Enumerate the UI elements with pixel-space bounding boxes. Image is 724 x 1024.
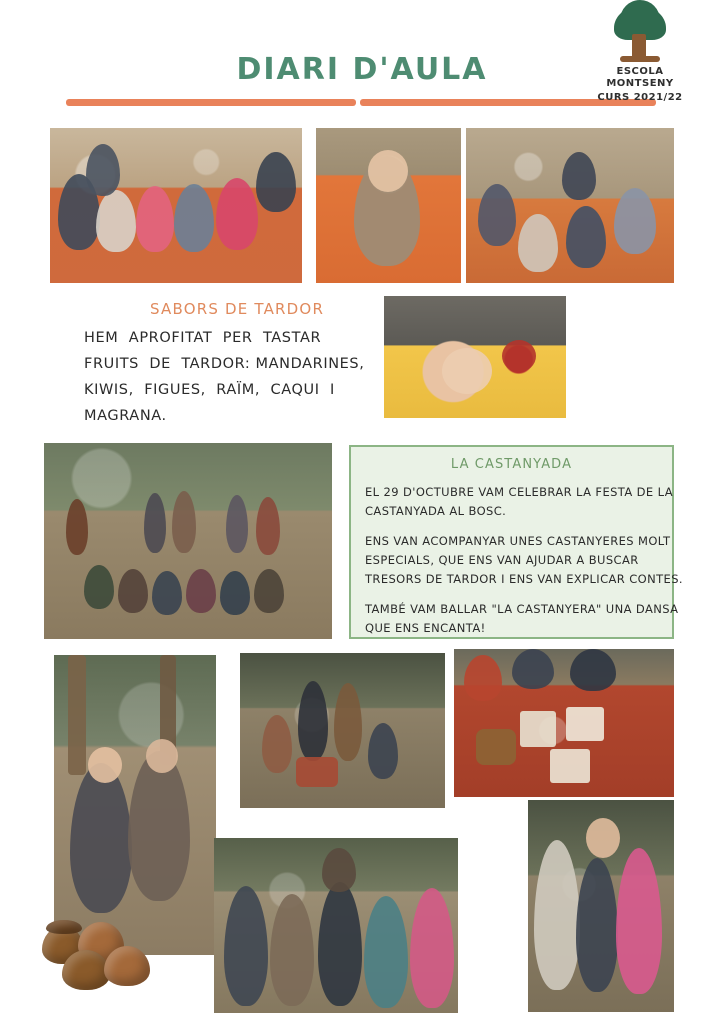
paragraph-line: QUE ENS ENCANTA! (365, 621, 486, 635)
page-title: DIARI D'AULA (236, 52, 488, 87)
photo-child-eating (316, 128, 461, 283)
section-heading-sabors: SABORS DE TARDOR (150, 300, 325, 318)
photo-kids-trees (54, 655, 216, 955)
logo-line-1: ESCOLA MONTSENY (606, 66, 674, 89)
paragraph-line: ENS VAN ACOMPANYAR UNES CASTANYERES MOLT (365, 534, 671, 548)
section-paragraph-sabors (84, 325, 384, 429)
paragraph-line: ESPECIALS, QUE ENS VAN AJUDAR A BUSCAR (365, 553, 639, 567)
chestnuts-illustration (42, 920, 160, 992)
paragraph-line: MAGRANA. (84, 408, 167, 424)
photo-storyteller-forest (240, 653, 445, 808)
photo-classroom-circle (50, 128, 302, 283)
castanyada-info-box (349, 445, 683, 639)
castanyada-paragraph-3 (365, 600, 679, 638)
paragraph-line: KIWIS, FIGUES, RAÏM, CAQUI I (84, 382, 335, 398)
section-heading-castanyada: LA CASTANYADA (450, 457, 573, 472)
photo-group-outdoors (528, 800, 674, 1012)
photo-classroom-activity (466, 128, 674, 283)
photo-hands-pomegranate (384, 296, 566, 418)
paragraph-line: EL 29 D'OCTUBRE VAM CELEBRAR LA FESTA DE LA (365, 485, 673, 499)
header-rule-left (66, 99, 356, 106)
school-logo (585, 6, 695, 103)
paragraph-line: TAMBÉ VAM BALLAR "LA CASTANYERA" UNA DANSA (365, 602, 679, 616)
logo-line-2: CURS 2021/22 (597, 92, 683, 103)
photo-forest-gathering (44, 443, 332, 639)
tree-icon (610, 6, 670, 64)
paragraph-line: FRUITS DE TARDOR: MANDARINES, (84, 356, 365, 372)
castanyada-paragraph-1 (365, 483, 673, 521)
photo-blanket-treasures (454, 649, 674, 797)
paragraph-line: HEM APROFITAT PER TASTAR (84, 330, 322, 346)
photo-kids-watching (214, 838, 458, 1013)
paragraph-line: TRESORS DE TARDOR I ENS VAN EXPLICAR CONTES. (365, 572, 683, 586)
paragraph-line: CASTANYADA AL BOSC. (365, 504, 507, 518)
castanyada-paragraph-2 (365, 532, 683, 589)
